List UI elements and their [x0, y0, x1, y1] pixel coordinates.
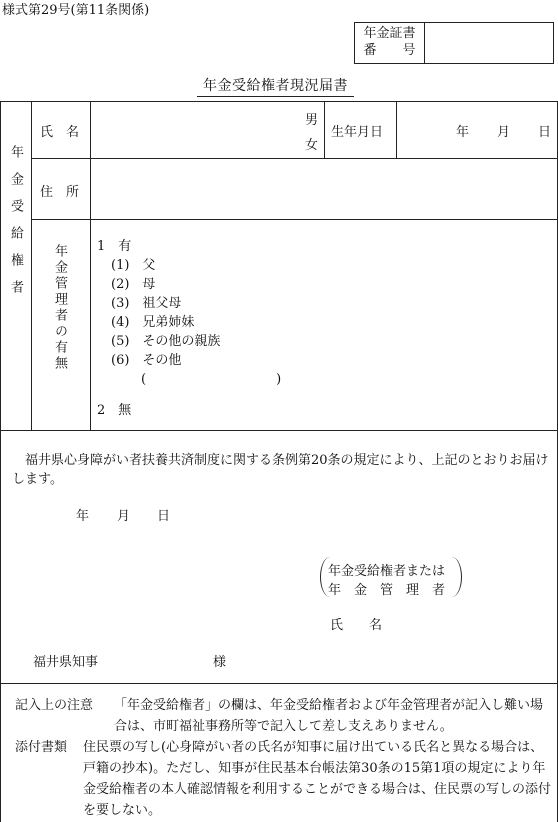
name-field[interactable] [92, 103, 292, 157]
guardian-presence-label: 年金管理者の有無 [52, 244, 67, 372]
signer-name-label: 氏 名 [330, 618, 383, 633]
option-siblings[interactable]: (4) 兄弟姉妹 [111, 315, 195, 330]
signer-name-field[interactable] [390, 610, 550, 632]
option-grandparents[interactable]: (3) 祖父母 [111, 296, 182, 311]
dob-year-label: 年 [456, 125, 470, 140]
address-label: 住 所 [40, 185, 80, 200]
declaration-text: 福井県心身障がい者扶養共済制度に関する条例第20条の規定により、上記のとおりお届けします。 [12, 453, 549, 487]
option-other-detail-field[interactable]: ( ) [141, 372, 282, 387]
option-father[interactable]: (1) 父 [111, 258, 156, 273]
option-no[interactable]: 2 無 [97, 403, 132, 418]
submit-month-label: 月 [117, 509, 131, 524]
name-label: 氏 名 [40, 125, 80, 140]
attachment-text: 住民票の写し(心身障がい者の氏名が知事に届け出ている氏名と異なる場合は、戸籍の抄本)。ただし、知事が住民基本台帳法第30条の15第1項の規定により年金受給権者の本人確認情報を利用することができる場合は、住民票の写しの添付を要しない。 [83, 740, 552, 818]
cert-label-line2: 番 号 [363, 43, 416, 58]
caution-note [15, 695, 553, 737]
dob-month-label: 月 [497, 125, 511, 140]
form-number: 様式第29号(第11条関係) [2, 3, 150, 18]
attachment-label: 添付書類 [15, 740, 68, 755]
address-field[interactable] [92, 160, 552, 218]
notes-section [15, 695, 553, 821]
dob-day-label: 日 [538, 125, 552, 140]
cert-number-field[interactable] [426, 23, 553, 63]
addressee: 福井県知事 [33, 655, 99, 670]
cert-number-box [354, 22, 554, 64]
gender-female-option[interactable]: 女 [305, 138, 319, 153]
caution-label: 記入上の注意 [15, 698, 94, 713]
signer-line2: 年 金 管 理 者 [328, 583, 446, 598]
option-other[interactable]: (6) その他 [111, 353, 182, 368]
caution-text: 「年金受給権者」の欄は、年金受給権者および年金管理者が記入し難い場合は、市町福祉事務所等で記入して差し支えありません。 [114, 698, 544, 734]
submit-year-label: 年 [76, 509, 90, 524]
submit-day-label: 日 [157, 509, 171, 524]
option-other-relatives[interactable]: (5) その他の親族 [111, 334, 221, 349]
gender-male-option[interactable]: 男 [305, 113, 319, 128]
cert-label-line1: 年金証書 [363, 26, 416, 41]
page-title: 年金受給権者現況届書 [197, 75, 354, 97]
attachment-note [15, 737, 553, 821]
dob-label: 生年月日 [331, 125, 384, 140]
option-mother[interactable]: (2) 母 [111, 277, 156, 292]
option-yes[interactable]: 1 有 [97, 239, 132, 254]
addressee-honorific: 様 [213, 655, 227, 670]
cert-label [355, 23, 425, 63]
section-label-pension-recipient: 年金受給権者 [8, 145, 23, 307]
signer-line1: 年金受給権者または [328, 564, 446, 579]
